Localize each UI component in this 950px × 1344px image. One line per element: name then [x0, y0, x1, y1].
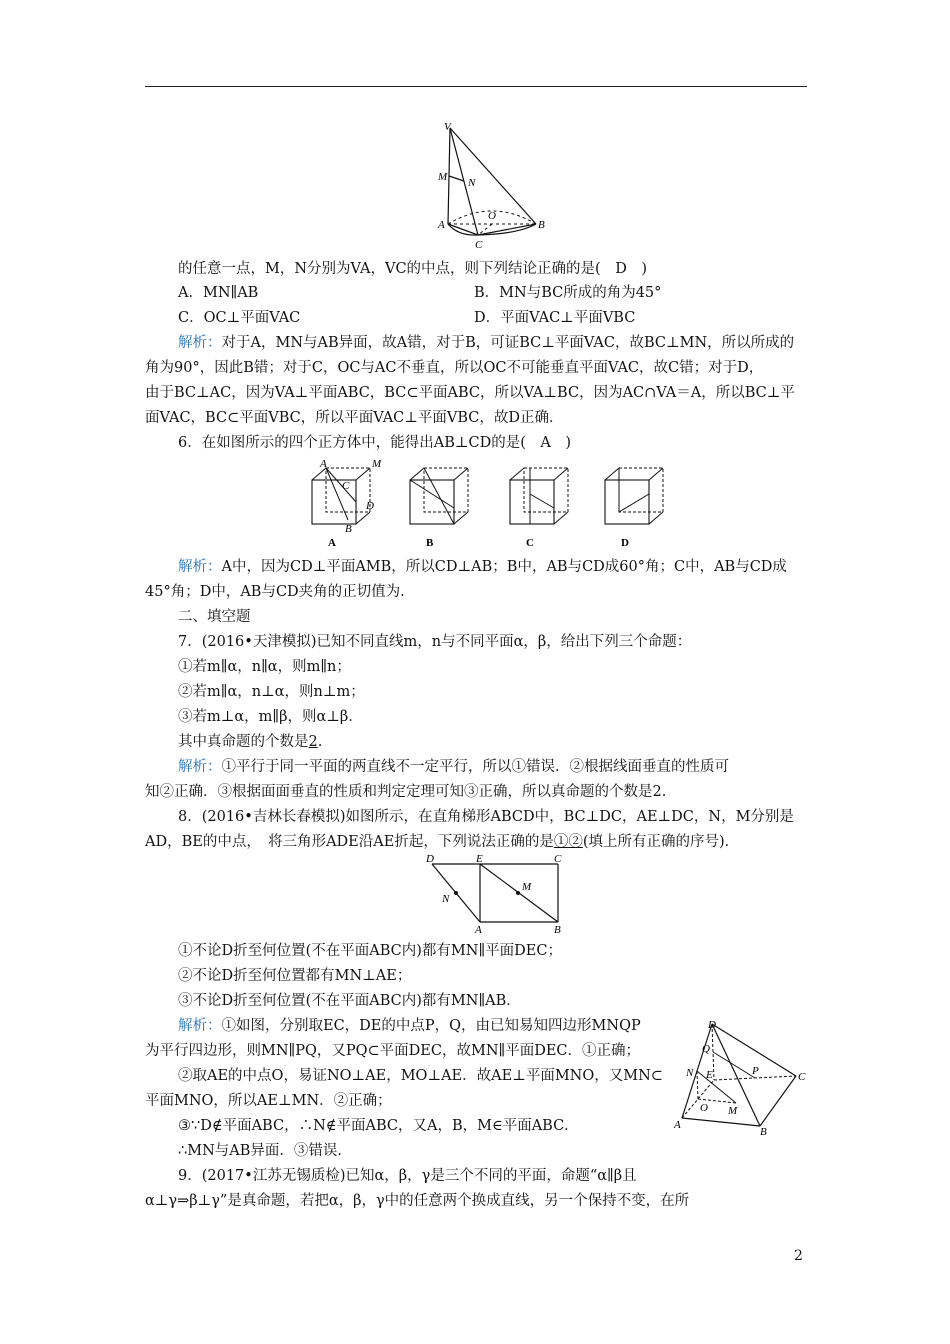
q7-answer-line: 其中真命题的个数是2.	[178, 734, 323, 750]
cube-point-label: M	[372, 458, 382, 470]
analysis-8-line4: 平面MNO，所以AE⊥MN．②正确；	[145, 1093, 392, 1109]
cone-figure	[428, 118, 552, 250]
trap-label: N	[442, 893, 450, 905]
cone-label: C	[475, 239, 483, 250]
analysis-8-line3: ②取AE的中点O，易证NO⊥AE，MO⊥AE．故AE⊥平面MNO，又MN⊂	[178, 1068, 663, 1084]
trap-label: C	[554, 853, 562, 865]
q7-prop2: ②若m∥α，n⊥α，则n⊥m；	[178, 684, 365, 700]
cube-point-label: C	[342, 480, 350, 492]
analysis-5-line4: 面VAC，BC⊂平面VBC，所以平面VAC⊥平面VBC，故D正确．	[145, 410, 564, 426]
section-heading: 二、填空题	[178, 609, 251, 625]
cube-point-label: D	[366, 500, 374, 512]
analysis-8-line5: ③∵D∉平面ABC，∴N∉平面ABC，又A，B，M∈平面ABC．	[178, 1118, 579, 1134]
cube-caption: A	[328, 537, 336, 548]
question-9-stem1: 9．(2017•江苏无锡质检)已知α，β，γ是三个不同的平面，命题“α∥β且	[178, 1168, 637, 1184]
option-d: D．平面VAC⊥平面VBC	[474, 310, 636, 326]
question-5-stem: 的任意一点，M，N分别为VA，VC的中点，则下列结论正确的是( D )	[178, 261, 647, 277]
q7-prop3: ③若m⊥α，m∥β，则α⊥β．	[178, 709, 363, 725]
cube-caption: D	[621, 537, 629, 548]
pyr-label: M	[728, 1105, 738, 1117]
pyr-label: E	[706, 1069, 713, 1081]
cone-label: N	[468, 177, 476, 189]
q8-answer: ①②	[553, 834, 583, 850]
cube-caption: C	[526, 537, 534, 548]
question-9-stem2: α⊥γ⇒β⊥γ”是真命题，若把α，β，γ中的任意两个换成直线，另一个保持不变，在所	[145, 1193, 690, 1209]
pyramid-figure	[672, 1018, 812, 1138]
header-rule	[145, 86, 807, 87]
question-8-stem1: 8．(2016•吉林长春模拟)如图所示，在直角梯形ABCD中，BC⊥DC，AE⊥DC，N，M分别是	[178, 809, 794, 825]
page-number: 2	[794, 1248, 803, 1264]
analysis-7-line1: 解析：①平行于同一平面的两直线不一定平行，所以①错误．②根据线面垂直的性质可	[178, 759, 729, 775]
pyr-label: Q	[702, 1043, 710, 1055]
option-b: B．MN与BC所成的角为45°	[474, 285, 662, 301]
cubes-figure	[300, 456, 680, 548]
pyr-label: B	[760, 1126, 767, 1138]
question-8-stem2: AD，BE的中点， 将三角形ADE沿AE折起，下列说法正确的是①②(填上所有正确的序号)．	[145, 834, 740, 850]
pyr-label: O	[700, 1102, 708, 1114]
cube-caption: B	[426, 537, 434, 548]
analysis-7-line2: 知②正确．③根据面面垂直的性质和判定定理可知③正确，所以真命题的个数是2.	[145, 784, 667, 800]
analysis-5-line2: 角为90°，因此B错；对于C，OC与AC不垂直，所以OC不可能垂直平面VAC，故C错；对于D，	[145, 360, 764, 376]
pyr-label: D	[708, 1019, 716, 1031]
cone-label: A	[438, 219, 445, 231]
pyr-label: A	[674, 1119, 681, 1131]
option-c: C．OC⊥平面VAC	[178, 310, 301, 326]
trap-label: B	[554, 924, 561, 934]
trap-label: A	[475, 924, 482, 934]
q7-prop1: ①若m∥α，n∥α，则m∥n；	[178, 659, 351, 675]
q7-answer: 2	[308, 734, 318, 750]
q8-stmt3: ③不论D折至何位置(不在平面ABC内)都有MN∥AB．	[178, 993, 521, 1009]
cone-label: M	[438, 171, 448, 183]
analysis-8-line6: ∴MN与AB异面．③错误．	[178, 1143, 352, 1159]
cone-label: B	[538, 219, 545, 231]
cube-point-label: B	[345, 523, 352, 535]
trap-label: M	[522, 881, 532, 893]
trapezoid-figure	[420, 852, 570, 934]
pyr-label: P	[752, 1065, 759, 1077]
cone-label: O	[488, 210, 496, 222]
pyr-label: C	[798, 1071, 806, 1083]
q8-stmt1: ①不论D折至何位置(不在平面ABC内)都有MN∥平面DEC；	[178, 943, 562, 959]
q8-stmt2: ②不论D折至何位置都有MN⊥AE；	[178, 968, 412, 984]
analysis-5-line1: 解析：对于A，MN与AB异面，故A错，对于B，可证BC⊥平面VAC，故BC⊥MN，所以所成的	[178, 335, 795, 351]
option-a: A．MN∥AB	[178, 285, 259, 301]
analysis-8-line1: 解析：①如图，分别取EC，DE的中点P，Q，由已知易知四边形MNQP	[178, 1018, 641, 1034]
analysis-8-line2: 为平行四边形，则MN∥PQ，又PQ⊂平面DEC，故MN∥平面DEC．①正确；	[145, 1043, 641, 1059]
cube-point-label: A	[320, 458, 327, 470]
cone-label: V	[444, 121, 451, 133]
analysis-6-line2: 45°角；D中，AB与CD夹角的正切值为.	[145, 584, 405, 600]
pyr-label: N	[686, 1067, 694, 1079]
trap-label: E	[476, 853, 483, 865]
question-7-stem: 7．(2016•天津模拟)已知不同直线m，n与不同平面α，β，给出下列三个命题：	[178, 634, 692, 650]
analysis-6-line1: 解析：A中，因为CD⊥平面AMB，所以CD⊥AB；B中，AB与CD成60°角；C中，AB与CD成	[178, 559, 787, 575]
analysis-label: 解析：	[178, 335, 222, 351]
question-6-stem: 6．在如图所示的四个正方体中，能得出AB⊥CD的是( A )	[178, 435, 571, 451]
analysis-5-line3: 由于BC⊥AC，因为VA⊥平面ABC，BC⊂平面ABC，所以VA⊥BC，因为AC∩VA＝A，所以BC⊥平	[145, 385, 795, 401]
trap-label: D	[426, 853, 434, 865]
